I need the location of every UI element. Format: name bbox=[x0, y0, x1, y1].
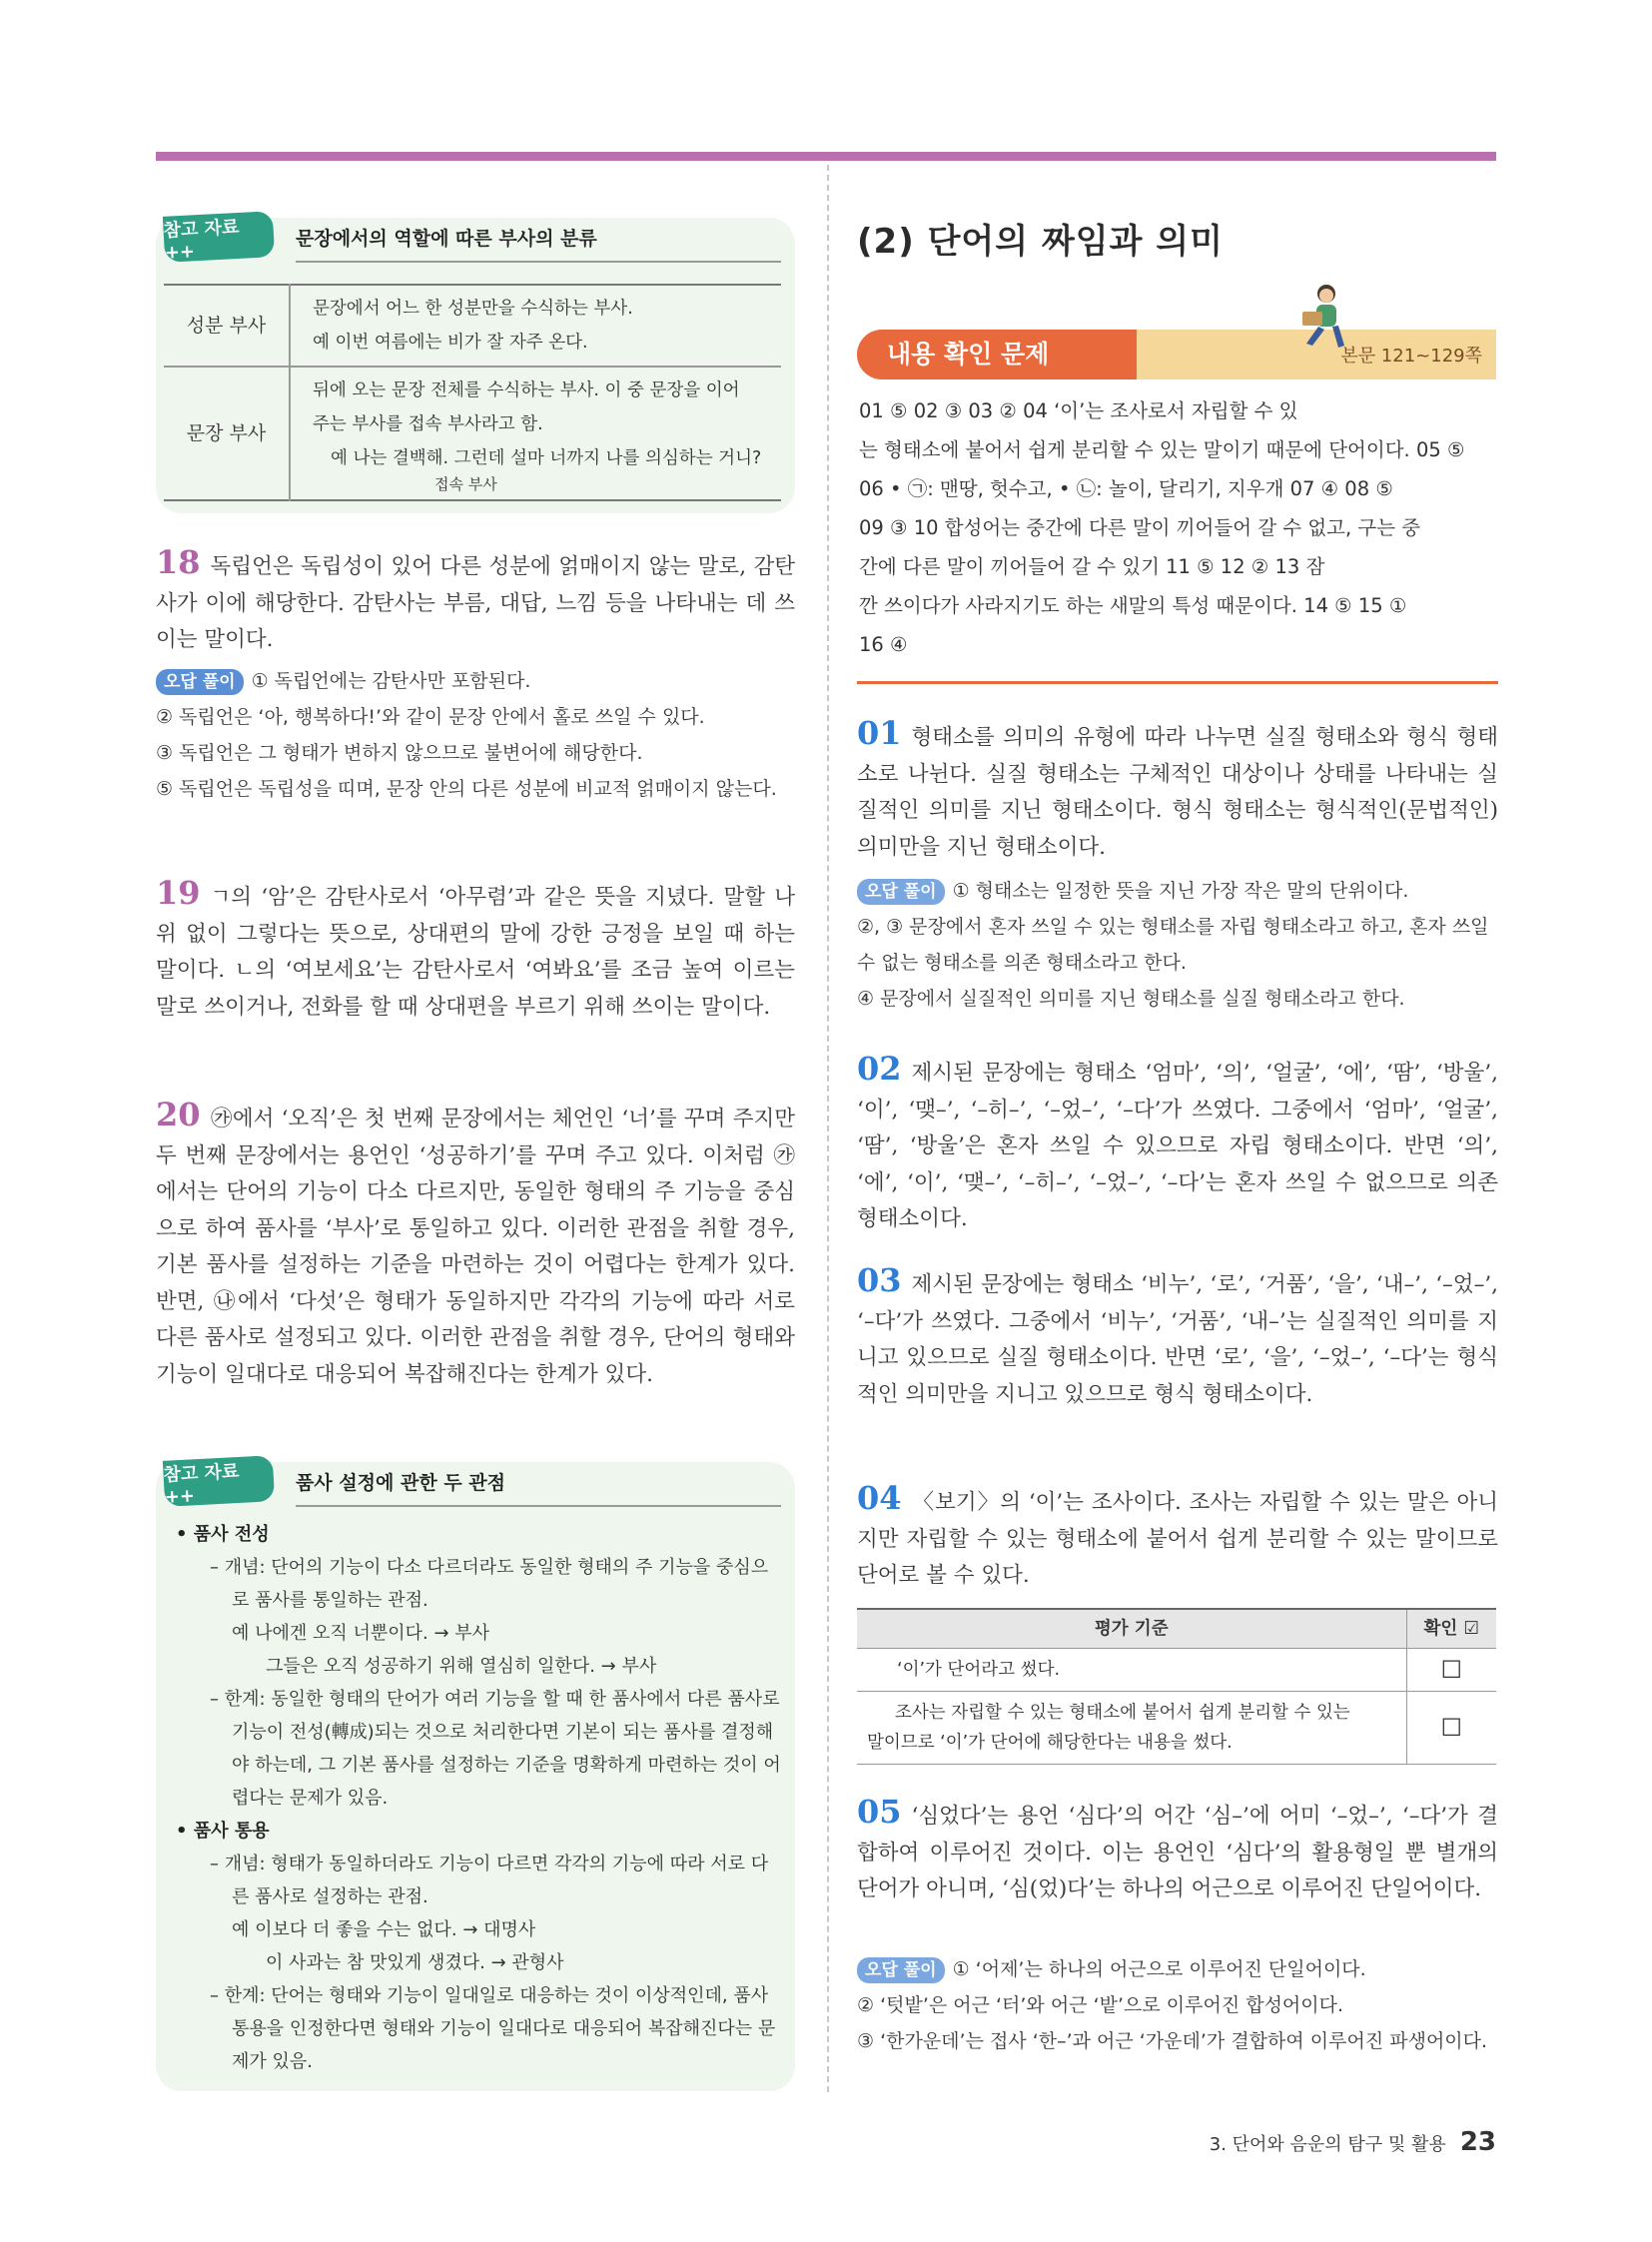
example-line: 그들은 오직 성공하기 위해 열심히 일한다. → 부사 bbox=[266, 1656, 657, 1677]
note-line: ① 독립언에는 감탄사만 포함된다. bbox=[251, 670, 531, 692]
criteria-line: 조사는 자립할 수 있는 형태소에 붙어서 쉽게 분리할 수 있는 bbox=[895, 1703, 1350, 1723]
question-number: 05 bbox=[857, 1793, 902, 1831]
example-line: 예 이보다 더 좋을 수는 없다. → 대명사 bbox=[232, 1919, 536, 1940]
checkbox[interactable]: ☐ bbox=[1406, 1692, 1496, 1765]
section-title: (2) 단어의 짜임과 의미 bbox=[857, 222, 1224, 262]
content-check-bar bbox=[857, 330, 1496, 379]
note-line: ① ‘어제’는 하나의 어근으로 이루어진 단일어이다. bbox=[952, 1958, 1366, 1980]
row-body bbox=[290, 367, 781, 500]
checkbox[interactable]: ☐ bbox=[1406, 1649, 1496, 1692]
question-number: 04 bbox=[857, 1479, 902, 1517]
column-header: 확인 ☑ bbox=[1406, 1609, 1496, 1649]
row-example: 예 이번 여름에는 비가 잘 자주 온다. bbox=[313, 333, 588, 353]
answer-line: 09 ③ 10 합성어는 중간에 다른 말이 끼어들어 갈 수 없고, 구는 중 bbox=[859, 516, 1421, 539]
row-head: 성분 부사 bbox=[164, 285, 290, 367]
table-row bbox=[857, 1692, 1496, 1765]
row-head: 문장 부사 bbox=[164, 367, 290, 500]
row-body bbox=[290, 285, 781, 367]
table-header-row bbox=[857, 1609, 1496, 1649]
note-line: ③ 독립언은 그 형태가 변하지 않으므로 불변어에 해당한다. bbox=[156, 742, 643, 764]
reference-tag: 참고 자료 ++ bbox=[163, 211, 275, 263]
wrong-answer-notes-05 bbox=[857, 1951, 1498, 2059]
note-line: ① 형태소는 일정한 뜻을 지닌 가장 작은 말의 단위이다. bbox=[952, 880, 1409, 902]
column-header: 평가 기준 bbox=[857, 1609, 1406, 1649]
question-number: 20 bbox=[156, 1096, 201, 1133]
answer-line: 간에 다른 말이 끼어들어 갈 수 있기 11 ⑤ 12 ② 13 잠 bbox=[859, 555, 1325, 578]
column-divider bbox=[827, 165, 829, 2092]
reference-tag: 참고 자료 ++ bbox=[163, 1455, 275, 1507]
wrong-answer-notes-18 bbox=[156, 663, 795, 807]
note-line: ② 독립언은 ‘아, 행복하다!’와 같이 문장 안에서 홀로 쓰일 수 있다. bbox=[156, 706, 705, 728]
page-number: 23 bbox=[1459, 2127, 1496, 2157]
answer-01 bbox=[857, 715, 1498, 866]
row-annotation: 접속 부사 bbox=[434, 475, 497, 493]
row-text: 문장에서 어느 한 성분만을 수식하는 부사. bbox=[313, 299, 633, 319]
top-accent-bar bbox=[156, 152, 1496, 161]
example-line: 예 나에겐 오직 너뿐이다. → 부사 bbox=[232, 1623, 490, 1644]
answer-text: 제시된 문장에는 형태소 ‘엄마’, ‘의’, ‘얼굴’, ‘에’, ‘땀’, ‘방울’, ‘이’, ‘맺–’, ‘–히–’, ‘–었–’, ‘–다’가 쓰였다. 그중에서 ‘엄마’, ‘얼굴’, ‘땀’, ‘방울’은 혼자 쓰일 수 있으므로 자립 형태소이다. 반면 ‘의’, ‘에’, ‘이’, ‘맺–’, ‘–히–’, ‘–었–’, ‘–다’는 혼자 쓰일 수 없으므로 의존 형태소이다. bbox=[857, 1061, 1498, 1231]
wrong-answer-badge: 오답 풀이 bbox=[857, 879, 945, 905]
criteria-cell bbox=[857, 1692, 1406, 1765]
example-line: 이 사과는 참 맛있게 생겼다. → 관형사 bbox=[266, 1952, 564, 1973]
answer-02 bbox=[857, 1051, 1498, 1238]
note-line: ④ 문장에서 실질적인 의미를 지닌 형태소를 실질 형태소라고 한다. bbox=[857, 988, 1405, 1010]
row-example: 예 나는 결백해. 그런데 설마 너까지 나를 의심하는 거니? bbox=[331, 448, 762, 468]
note-line: ② ‘텃밭’은 어근 ‘터’와 어근 ‘밭’으로 이루어진 합성어이다. bbox=[857, 1994, 1344, 2016]
chapter-label: 3. 단어와 음운의 탐구 및 활용 bbox=[1209, 2134, 1446, 2155]
section-heading: • 품사 전성 bbox=[176, 1524, 270, 1545]
answer-03 bbox=[857, 1262, 1498, 1413]
reference-title: 품사 설정에 관한 두 관점 bbox=[296, 1468, 781, 1507]
body-line: – 한계: 단어는 형태와 기능이 일대일로 대응하는 것이 이상적인데, 품사 통용을 인정한다면 형태와 기능이 일대다로 대응되어 복잡해진다는 문제가 있음. bbox=[210, 1985, 776, 2072]
answer-line: 01 ⑤ 02 ③ 03 ② 04 ‘이’는 조사로서 자립할 수 있 bbox=[859, 399, 1298, 422]
answer-text: 〈보기〉의 ‘이’는 조사이다. 조사는 자립할 수 있는 말은 아니지만 자립할 수 있는 형태소에 붙어서 쉽게 분리할 수 있는 말이므로 단어로 볼 수 있다. bbox=[857, 1490, 1498, 1588]
question-number: 02 bbox=[857, 1050, 902, 1088]
row-text: 주는 부사를 접속 부사라고 함. bbox=[313, 414, 543, 434]
answer-line: 06 • ㉠: 맨땅, 헛수고, • ㉡: 놀이, 달리기, 지우개 07 ④ 08 ⑤ bbox=[859, 477, 1393, 500]
answer-text: ㄱ의 ‘암’은 감탄사로서 ‘아무렴’과 같은 뜻을 지녔다. 말할 나위 없이 그렇다는 뜻으로, 상대편의 말에 강한 긍정을 보일 때 하는 말이다. ㄴ의 ‘여보세요’는 감탄사로서 ‘여봐요’를 조금 높여 이르는 말로 쓰이거나, 전화를 할 때 상대편을 부르기 위해 쓰이는 말이다. bbox=[156, 885, 795, 1020]
body-line: – 한계: 동일한 형태의 단어가 여러 기능을 할 때 한 품사에서 다른 품사로 기능이 전성(轉成)되는 것으로 처리한다면 기본이 되는 품사를 결정해야 하는데, 그 기본 품사를 설정하는 기준을 명확하게 마련하는 것이 어렵다는 문제가 있음. bbox=[210, 1689, 781, 1809]
answer-key-underline bbox=[857, 681, 1498, 684]
answer-20 bbox=[156, 1097, 795, 1393]
reference-title: 문장에서의 역할에 따른 부사의 분류 bbox=[296, 224, 781, 263]
criteria-cell: ‘이’가 단어라고 썼다. bbox=[857, 1649, 1406, 1692]
answer-text: 제시된 문장에는 형태소 ‘비누’, ‘로’, ‘거품’, ‘을’, ‘내–’, ‘–었–’, ‘–다’가 쓰였다. 그중에서 ‘비누’, ‘거품’, ‘내–’는 실질적인 의미를 지니고 있으므로 실질 형태소이다. 반면 ‘로’, ‘을’, ‘–었–’, ‘–다’는 형식적인 의미만을 지니고 있으므로 형식 형태소이다. bbox=[857, 1272, 1498, 1407]
note-line: ⑤ 독립언은 독립성을 띠며, 문장 안의 다른 성분에 비교적 얽매이지 않는다. bbox=[156, 778, 777, 800]
answer-line: 16 ④ bbox=[859, 633, 908, 656]
answer-text: ‘심었다’는 용언 ‘심다’의 어간 ‘심–’에 어미 ‘–었–’, ‘–다’가 결합하여 이루어진 것이다. 이는 용언인 ‘심다’의 활용형일 뿐 별개의 단어가 아니며, ‘심(었)다’는 하나의 어근으로 이루어진 단일어이다. bbox=[857, 1804, 1498, 1901]
question-number: 19 bbox=[156, 874, 201, 912]
wrong-answer-notes-01 bbox=[857, 873, 1498, 1017]
wrong-answer-badge: 오답 풀이 bbox=[156, 669, 244, 695]
note-line: ②, ③ 문장에서 혼자 쓰일 수 있는 형태소를 자립 형태소라고 하고, 혼자 쓰일 수 없는 형태소를 의존 형태소라고 한다. bbox=[857, 916, 1489, 974]
table-row bbox=[164, 285, 781, 367]
evaluation-table bbox=[857, 1608, 1496, 1765]
reference-box-pos bbox=[156, 1462, 795, 2091]
reference-box-adverbs bbox=[156, 218, 795, 513]
bar-label: 내용 확인 문제 bbox=[857, 330, 1137, 379]
adverb-table bbox=[164, 284, 781, 501]
wrong-answer-badge: 오답 풀이 bbox=[857, 1957, 945, 1983]
question-number: 01 bbox=[857, 714, 902, 752]
reference-body bbox=[176, 1518, 781, 2078]
answer-05 bbox=[857, 1794, 1498, 1908]
reading-person-icon bbox=[1288, 278, 1358, 358]
answer-text: 독립언은 독립성이 있어 다른 성분에 얽매이지 않는 말로, 감탄사가 이에 해당한다. 감탄사는 부름, 대답, 느낌 등을 나타내는 데 쓰이는 말이다. bbox=[156, 554, 795, 652]
body-line: – 개념: 단어의 기능이 다소 다르더라도 동일한 형태의 주 기능을 중심으로 품사를 통일하는 관점. bbox=[210, 1557, 769, 1611]
answer-04 bbox=[857, 1480, 1498, 1595]
page-footer bbox=[1210, 2127, 1496, 2157]
question-number: 03 bbox=[857, 1261, 902, 1299]
answer-line: 깐 쓰이다가 사라지기도 하는 새말의 특성 때문이다. 14 ⑤ 15 ① bbox=[859, 594, 1407, 617]
body-line: – 개념: 형태가 동일하더라도 기능이 다르면 각각의 기능에 따라 서로 다른 품사로 설정하는 관점. bbox=[210, 1854, 769, 1907]
answer-key bbox=[859, 391, 1498, 664]
question-number: 18 bbox=[156, 543, 201, 581]
table-row bbox=[857, 1649, 1496, 1692]
criteria-line: 말이므로 ‘이’가 단어에 해당한다는 내용을 썼다. bbox=[867, 1733, 1233, 1753]
answer-line: 는 형태소에 붙어서 쉽게 분리할 수 있는 말이기 때문에 단어이다. 05 ⑤ bbox=[859, 438, 1465, 461]
answer-text: 형태소를 의미의 유형에 따라 나누면 실질 형태소와 형식 형태소로 나뉜다. 실질 형태소는 구체적인 대상이나 상태를 나타내는 실질적인 의미를 지닌 형태소이다. 형식 형태소는 형식적인(문법적인) 의미만을 지닌 형태소이다. bbox=[857, 725, 1498, 860]
table-row bbox=[164, 367, 781, 500]
section-heading: • 품사 통용 bbox=[176, 1821, 270, 1842]
note-line: ③ ‘한가운데’는 접사 ‘한–’과 어근 ‘가운데’가 결합하여 이루어진 파생어이다. bbox=[857, 2030, 1488, 2052]
answer-19 bbox=[156, 875, 795, 1026]
row-text: 뒤에 오는 문장 전체를 수식하는 부사. 이 중 문장을 이어 bbox=[313, 380, 740, 400]
page-reference: 본문 121~129쪽 bbox=[1340, 346, 1482, 367]
answer-18 bbox=[156, 544, 795, 659]
answer-text: ㉮에서 ‘오직’은 첫 번째 문장에서는 체언인 ‘너’를 꾸며 주지만 두 번째 문장에서는 용언인 ‘성공하기’를 꾸며 주고 있다. 이처럼 ㉮에서는 단어의 기능이 다소 다르지만, 동일한 형태의 주 기능을 중심으로 하여 품사를 ‘부사’로 통일하고 있다. 이러한 관점을 취할 경우, 기본 품사를 설정하는 기준을 마련하는 것이 어렵다는 한계가 있다. 반면, ㉯에서 ‘다섯’은 형태가 동일하지만 각각의 기능에 따라 서로 다른 품사로 설정되고 있다. 이러한 관점을 취할 경우, 단어의 형태와 기능이 일대다로 대응되어 복잡해진다는 한계가 있다. bbox=[156, 1107, 795, 1387]
